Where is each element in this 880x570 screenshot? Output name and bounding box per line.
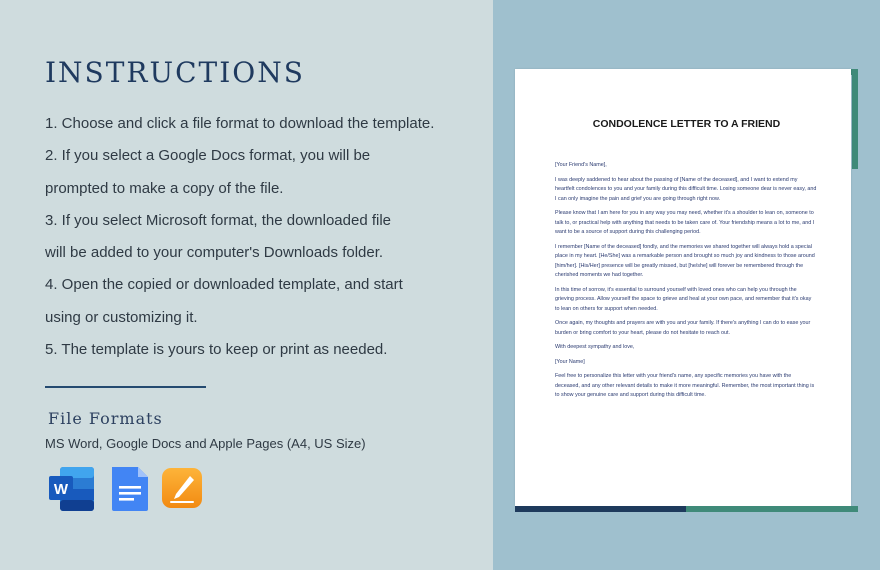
instruction-line: 1. Choose and click a file format to download the template. [45,115,435,132]
document-paragraph: In this time of sorrow, it's essential to surround yourself with loved ones who can help you through the grieving process. Allow yourself the space to grieve and heal at your own pace, and remember that it's okay to lean on others for support when needed. [555,286,812,312]
apple-pages-icon[interactable] [160,466,208,512]
file-formats-title: File Formats [48,409,163,428]
document-paragraph: Feel free to personalize this letter with your friend's name, any specific memories you have with the deceased, and any other relevant details to make it more meaningful. Remember, the most important thing is to show your genuine care and support during this difficult time. [555,373,815,398]
document-paragraph: Please know that I am here for you in any way you may need, whether it's a shoulder to lean on, someone to talk to, or practical help with anything that needs to be taken care of. Your friendship means a lot to me, and I want to be a source of support during this challenging period. [555,210,815,235]
document-paragraph: [Your Name] [555,358,585,365]
document-title: CONDOLENCE LETTER TO A FRIEND [592,118,781,130]
section-divider [45,386,206,388]
instructions-heading: INSTRUCTIONS [45,56,305,89]
instruction-line: 5. The template is yours to keep or print as needed. [45,341,388,359]
word-icon[interactable] [48,466,96,512]
svg-text:W: W [53,481,69,498]
instruction-line: 3. If you select Microsoft format, the downloaded file [45,211,392,229]
document-body [555,161,817,406]
document-paragraph: Once again, my thoughts and prayers are with you and your family. If there's anything I can do to ease your burden or bring comfort to your heart, please do not hesitate to reach out. [555,320,811,336]
document-paragraph: [Your Friend's Name], [555,162,607,168]
instruction-line: 2. If you select a Google Docs format, you will be [45,147,371,165]
instruction-line: will be added to your computer's Downloads folder. [45,244,384,262]
instruction-line: 4. Open the copied or downloaded template, and start [45,276,403,294]
instruction-line: using or customizing it. [45,308,198,326]
document-accent-bottom-green [686,506,858,512]
document-paragraph: I was deeply saddened to hear about the passing of [Name of the deceased], and I want to extend my heartfelt condolences to you and your family during this difficult time. Losing someone dear is never easy, and I can only imagine the pain and grief you are going through right now. [555,176,817,202]
instruction-line: prompted to make a copy of the file. [45,179,284,197]
instructions-list [45,112,485,370]
google-docs-icon[interactable] [108,466,156,512]
document-paragraph: I remember [Name of the deceased] fondly, and the memories we shared together will always hold a special place in my heart. [He/She] was a remarkable person and brought so much joy and kindness to those around [him/her]. [His/Her] presence will be greatly missed, but [he/she] will forever be remembered through the cherished moments we had together. [555,243,815,278]
document-accent-bottom-navy [515,506,686,512]
document-paragraph: With deepest sympathy and love, [555,344,635,350]
file-formats-subtitle: MS Word, Google Docs and Apple Pages (A4, US Size) [45,436,366,451]
